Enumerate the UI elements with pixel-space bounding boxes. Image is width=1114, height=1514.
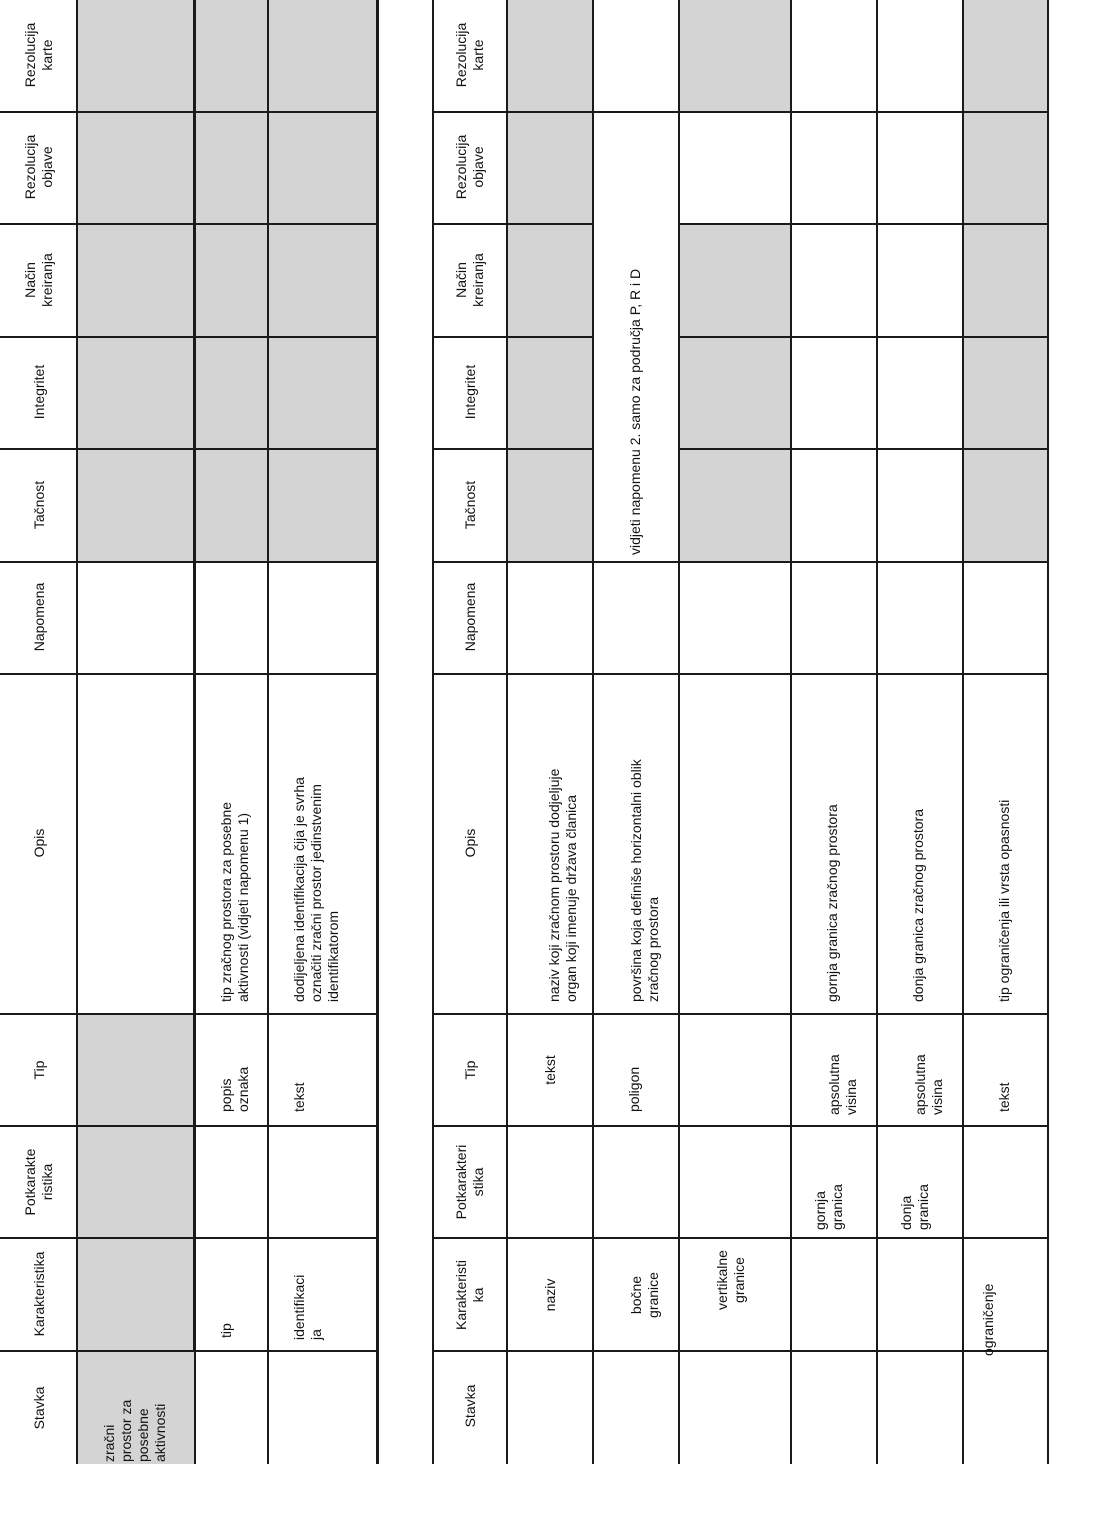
t1-header-tacnost: Tačnost	[31, 480, 47, 530]
t2-row2-karakteristika: bočne granice	[628, 1272, 661, 1318]
t2-row5-potkarakteristika: donja granica	[898, 1184, 931, 1230]
t2-row1-karakteristika: naziv	[542, 1278, 558, 1312]
t2-shaded-row1	[507, 0, 593, 562]
t2-row1-opis: naziv koji zračnom prostoru dodjeljuje organ koji imenuje država članica	[546, 768, 579, 1002]
t1-header-rezolucija-objave: Rezolucija objave	[22, 134, 55, 200]
t2-header-karakteristika: Karakteristi ka	[453, 1259, 486, 1331]
t1-row1-tip: popis oznaka	[218, 1066, 251, 1112]
t1-row2-tip: tekst	[291, 1082, 307, 1112]
t1-row1-karakteristika: tip	[218, 1323, 234, 1338]
t2-header-tacnost: Tačnost	[462, 480, 478, 530]
t2-row5-opis: donja granica zračnog prostora	[910, 808, 926, 1002]
t2-shaded-row6	[964, 0, 1048, 562]
t2-row6-opis: tip ograničenja ili vrsta opasnosti	[996, 799, 1012, 1002]
t2-header-stavka: Stavka	[462, 1384, 478, 1428]
t2-merged-note: vidjeti napomenu 2. samo za područja P, R i D	[627, 268, 643, 555]
t2-row6-tip: tekst	[996, 1082, 1012, 1112]
t2-header-potkarakteristika: Potkarakteri stika	[453, 1144, 486, 1220]
t2-row2-opis: površina koja definiše horizontalni oblik zračnog prostora	[628, 759, 661, 1002]
t2-row6-karakteristika: ograničenje	[980, 1283, 996, 1356]
t2-row5-tip: apsolutna visina	[912, 1054, 945, 1115]
t2-row4-potkarakteristika: gornja granica	[812, 1184, 845, 1230]
t2-shaded-row3b	[679, 224, 791, 562]
t1-header-rezolucija-karte: Rezolucija karte	[22, 22, 55, 88]
t1-header-stavka: Stavka	[31, 1386, 47, 1430]
t2-row3-karakteristika: vertikalne granice	[714, 1250, 747, 1310]
t2-row4-tip: apsolutna visina	[826, 1054, 859, 1115]
t2-header-tip: Tip	[462, 1060, 478, 1080]
t2-header-opis: Opis	[462, 828, 478, 858]
t2-row1-tip: tekst	[542, 1055, 558, 1085]
t1-header-karakteristika: Karakteristika	[31, 1251, 47, 1337]
t2-row2-tip: poligon	[626, 1066, 642, 1112]
t2-header-integritet: Integritet	[462, 364, 478, 420]
t1-shaded-data-cols	[78, 0, 378, 562]
t2-header-napomena: Napomena	[462, 582, 478, 652]
t1-header-opis: Opis	[31, 828, 47, 858]
t1-header-nacin-kreiranja: Način kreiranja	[22, 253, 55, 307]
t1-header-tip: Tip	[31, 1060, 47, 1080]
t2-shaded-row3a	[679, 0, 791, 112]
t1-row1-opis: tip zračnog prostora za posebne aktivnosti (vidjeti napomenu 1)	[218, 801, 251, 1002]
t1-header-integritet: Integritet	[31, 364, 47, 420]
t2-header-rezolucija-objave: Rezolucija objave	[453, 134, 486, 200]
t1-header-potkarakteristika: Potkarakte ristika	[22, 1148, 55, 1216]
t1-row2-karakteristika: identifikaci ja	[291, 1274, 324, 1340]
t1-header-napomena: Napomena	[31, 582, 47, 652]
t2-header-nacin-kreiranja: Način kreiranja	[453, 253, 486, 307]
t2-header-rezolucija-karte: Rezolucija karte	[453, 22, 486, 88]
t1-row2-opis: dodijeljena identifikacija čija je svrha označiti zračni prostor jedinstvenim identifikatorom	[291, 777, 341, 1002]
t2-row4-opis: gornja granica zračnog prostora	[824, 804, 840, 1002]
t1-row0-stavka: zračni prostor za posebne aktivnosti	[101, 1399, 168, 1462]
